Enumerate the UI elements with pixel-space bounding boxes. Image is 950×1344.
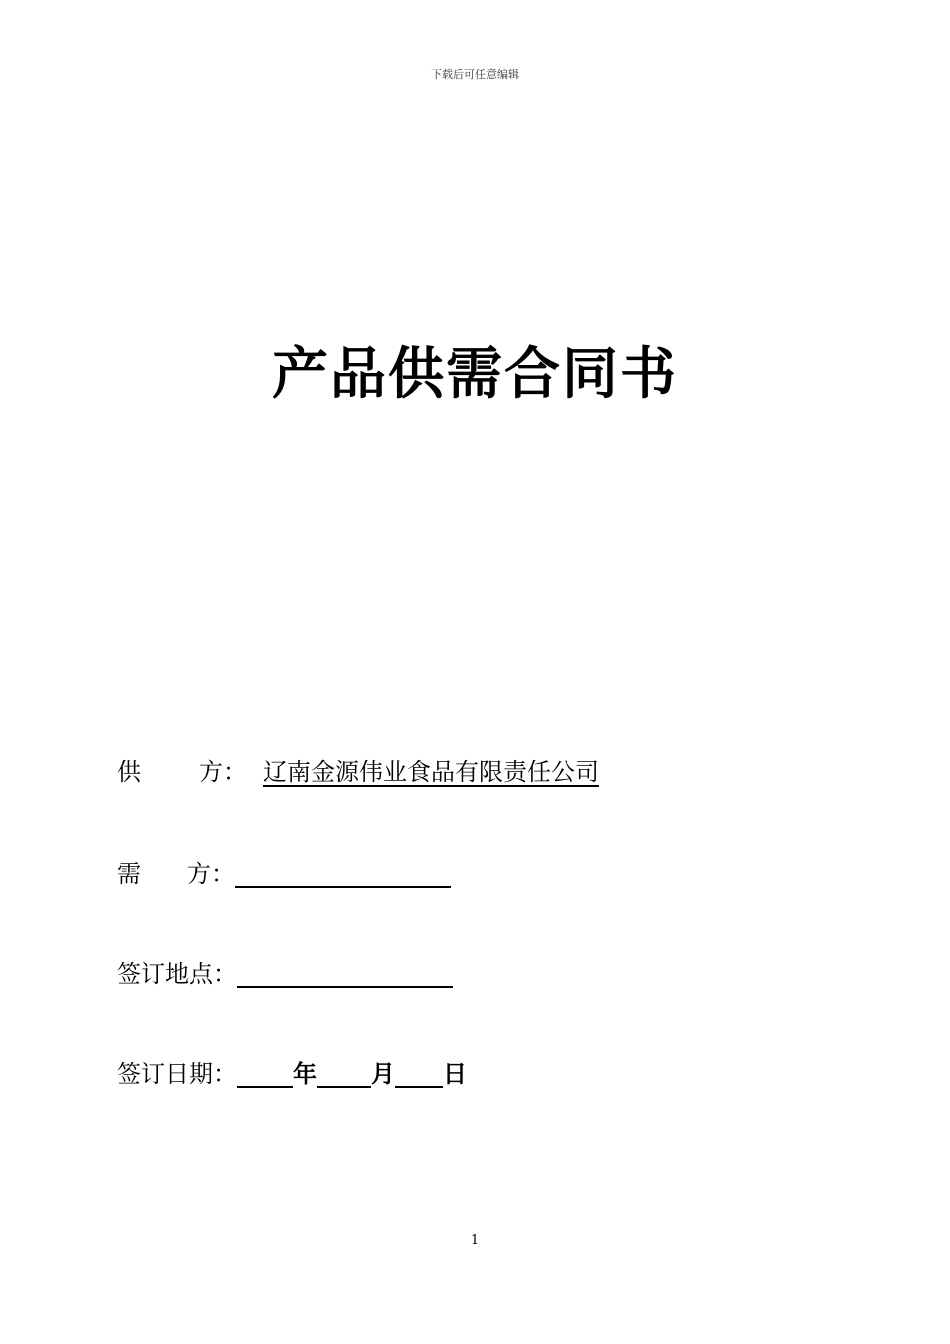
signing-date-row <box>117 1058 467 1090</box>
signing-place-label: 签订地点： <box>117 960 237 988</box>
year-blank-line <box>237 1060 293 1088</box>
year-unit: 年 <box>293 1060 317 1088</box>
page-number: 1 <box>470 1233 480 1248</box>
signing-place-blank-line <box>237 960 453 988</box>
buyer-label-first: 需 <box>117 860 141 888</box>
supplier-row <box>117 756 599 788</box>
signing-date-label: 签订日期： <box>117 1060 237 1088</box>
document-title: 产品供需合同书 <box>272 342 678 407</box>
header-note: 下载后可任意编辑 <box>431 68 519 81</box>
month-unit: 月 <box>371 1060 395 1088</box>
buyer-row <box>117 858 451 890</box>
supplier-label-first: 供 <box>117 758 141 786</box>
buyer-label-second: 方： <box>187 860 235 888</box>
day-unit: 日 <box>443 1060 467 1088</box>
signing-place-row <box>117 958 453 990</box>
supplier-label-second: 方： <box>199 758 247 786</box>
month-blank-line <box>317 1060 371 1088</box>
day-blank-line <box>395 1060 443 1088</box>
buyer-blank-line <box>235 860 451 888</box>
supplier-name: 辽南金源伟业食品有限责任公司 <box>263 758 599 786</box>
